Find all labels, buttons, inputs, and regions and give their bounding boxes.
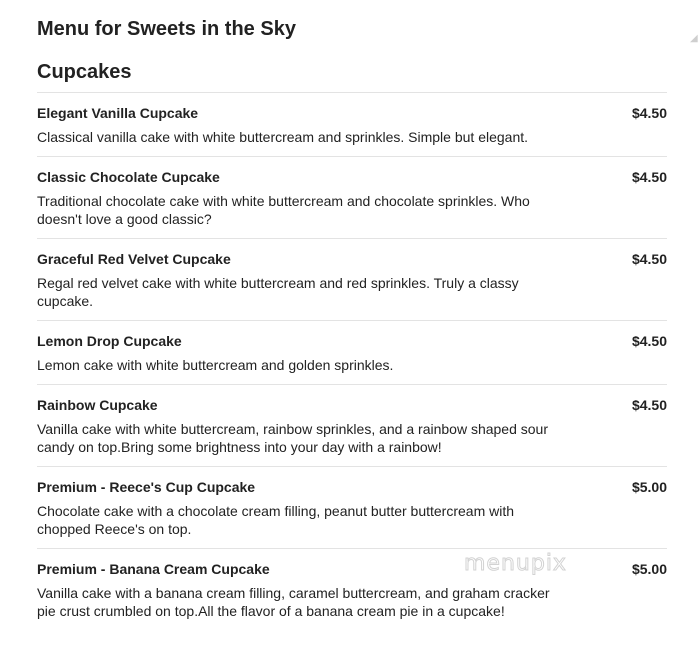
menu-item (37, 466, 667, 548)
menu-title: Menu for Sweets in the Sky (37, 18, 296, 40)
item-name: Premium - Banana Cream Cupcake (37, 561, 270, 577)
item-price: $4.50 (631, 105, 667, 121)
menu-item (37, 92, 667, 156)
item-name: Premium - Reece's Cup Cupcake (37, 479, 256, 495)
item-name: Classic Chocolate Cupcake (37, 169, 220, 185)
item-price: $4.50 (631, 169, 667, 185)
item-description: Chocolate cake with a chocolate cream filling, peanut butter buttercream with chopped Reece's on top. (37, 503, 515, 537)
item-name: Lemon Drop Cupcake (37, 333, 182, 349)
item-price: $5.00 (631, 561, 667, 577)
item-name: Elegant Vanilla Cupcake (37, 105, 199, 121)
item-price: $5.00 (631, 479, 667, 495)
menu-item (37, 320, 667, 384)
item-name: Graceful Red Velvet Cupcake (37, 251, 231, 267)
item-price: $4.50 (631, 397, 667, 413)
corner-arrow-icon: ◢ (690, 33, 698, 44)
item-description: Regal red velvet cake with white buttercream and red sprinkles. Truly a classy cupcake. (37, 275, 519, 309)
item-price: $4.50 (631, 251, 667, 267)
item-description: Vanilla cake with white buttercream, rainbow sprinkles, and a rainbow shaped sour candy on top.Bring some brightness into your day with a rainbow! (37, 421, 549, 455)
menu-item (37, 238, 667, 320)
section-title-cupcakes: Cupcakes (37, 61, 132, 83)
item-name: Rainbow Cupcake (37, 397, 158, 413)
menu-item (37, 548, 667, 647)
menupix-watermark: menupix (464, 551, 567, 576)
item-description: Traditional chocolate cake with white buttercream and chocolate sprinkles. Who doesn't love a good classic? (37, 193, 530, 227)
item-price: $4.50 (631, 333, 667, 349)
item-description: Lemon cake with white buttercream and golden sprinkles. (37, 357, 394, 373)
item-description: Vanilla cake with a banana cream filling, caramel buttercream, and graham cracker pie crust crumbled on top.All the flavor of a banana cream pie in a cupcake! (37, 585, 550, 619)
item-description: Classical vanilla cake with white buttercream and sprinkles. Simple but elegant. (37, 129, 529, 145)
menu-item (37, 384, 667, 466)
menu-item-list (37, 92, 667, 647)
menu-item (37, 156, 667, 238)
